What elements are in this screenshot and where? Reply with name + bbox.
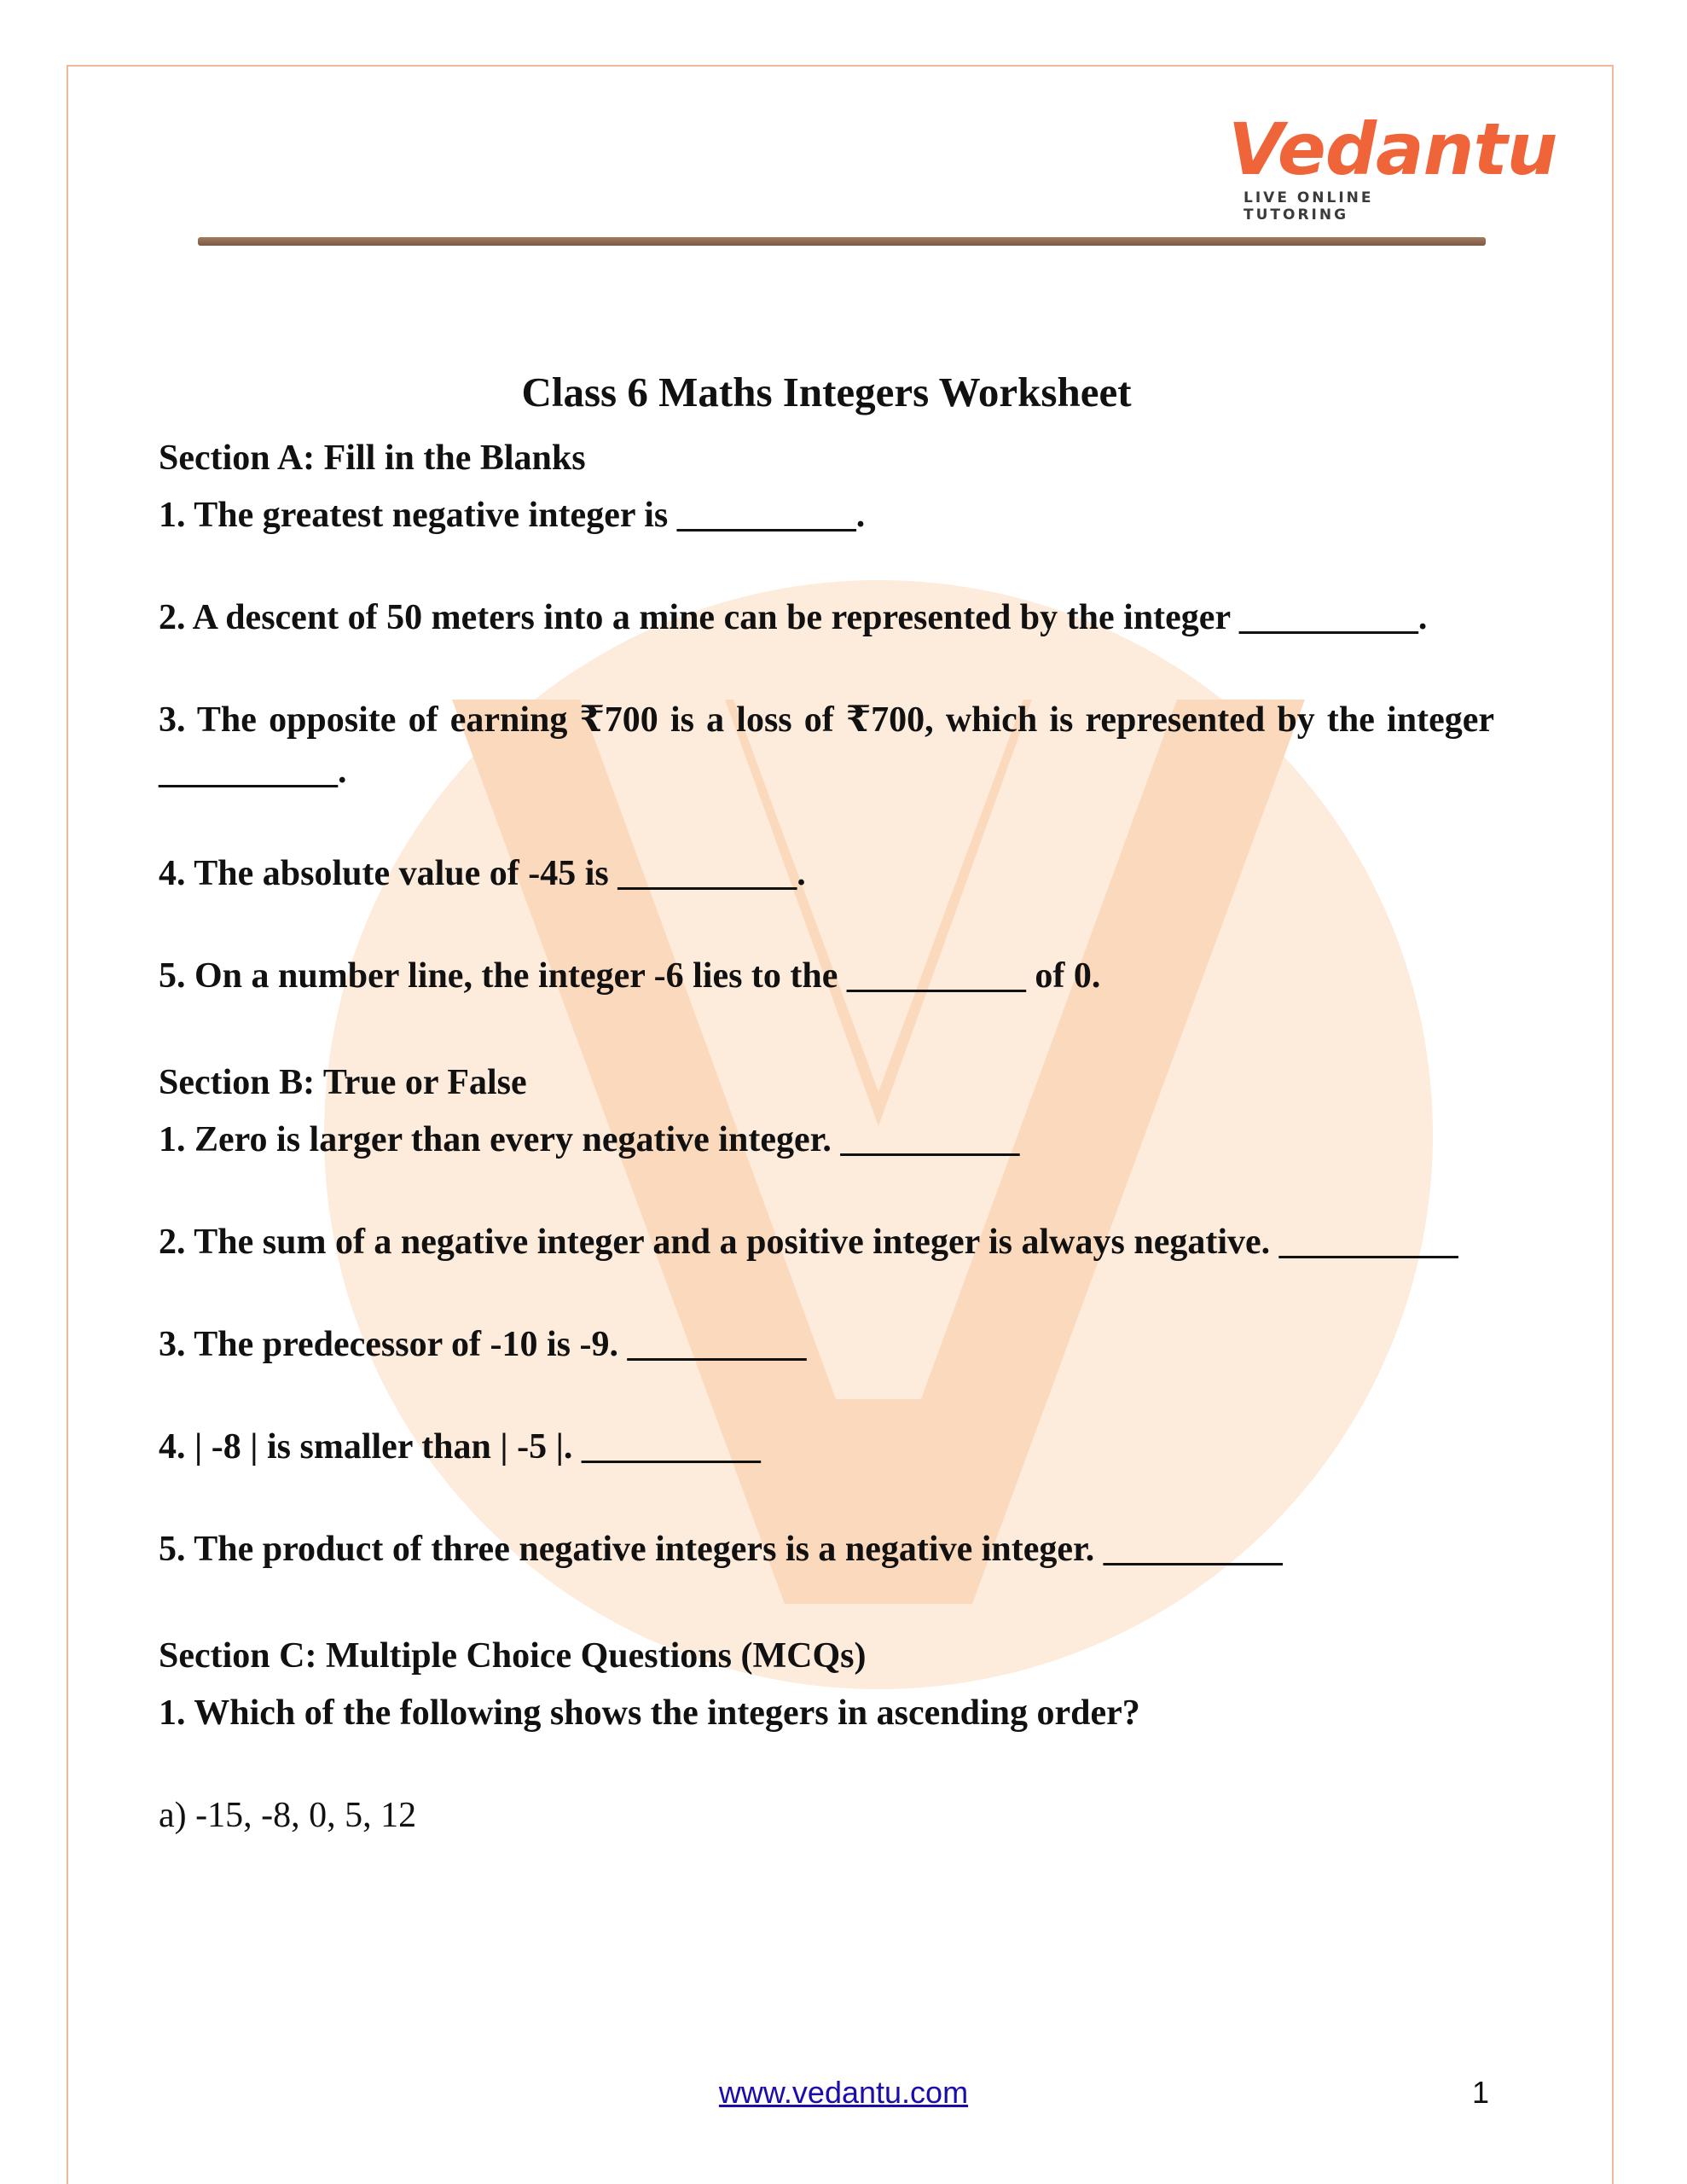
section-a-question-3: 3. The opposite of earning ₹700 is a loss of ₹700, which is represented by the integer __________. (159, 700, 1494, 791)
section-b-question-5: 5. The product of three negative integers is a negative integer. __________ (159, 1530, 1283, 1569)
section-c-heading: Section C: Multiple Choice Questions (MCQs) (159, 1636, 867, 1676)
section-c-question-1-option-a: a) -15, -8, 0, 5, 12 (159, 1796, 417, 1835)
section-a-heading: Section A: Fill in the Blanks (159, 439, 586, 478)
page-title: Class 6 Maths Integers Worksheet (521, 369, 1132, 415)
section-c-question-1: 1. Which of the following shows the integers in ascending order? (159, 1693, 1140, 1733)
section-b-question-1: 1. Zero is larger than every negative integer. __________ (159, 1120, 1020, 1159)
logo-tagline: LIVE ONLINE TUTORING (1244, 189, 1374, 224)
footer-website-link[interactable] (0, 2075, 1687, 2111)
section-b-question-2: 2. The sum of a negative integer and a positive integer is always negative. __________ (159, 1223, 1458, 1262)
footer-website-link-text[interactable]: www.vedantu.com (718, 2075, 969, 2110)
section-b-question-3: 3. The predecessor of -10 is -9. __________ (159, 1325, 807, 1364)
section-b-heading: Section B: True or False (159, 1063, 527, 1102)
logo-wordmark: Vedantu (1228, 107, 1557, 191)
vedantu-logo (1228, 107, 1557, 224)
section-b-question-4: 4. | -8 | is smaller than | -5 |. __________ (159, 1427, 761, 1467)
header-divider (198, 237, 1486, 246)
section-a-question-5: 5. On a number line, the integer -6 lies to the __________ of 0. (159, 956, 1101, 996)
worksheet-content (159, 358, 1494, 1841)
section-a-question-1: 1. The greatest negative integer is __________. (159, 496, 866, 535)
section-a-question-2: 2. A descent of 50 meters into a mine can be represented by the integer __________. (159, 598, 1428, 637)
page-number: 1 (1472, 2075, 1490, 2110)
section-a-question-4: 4. The absolute value of -45 is __________. (159, 854, 806, 893)
